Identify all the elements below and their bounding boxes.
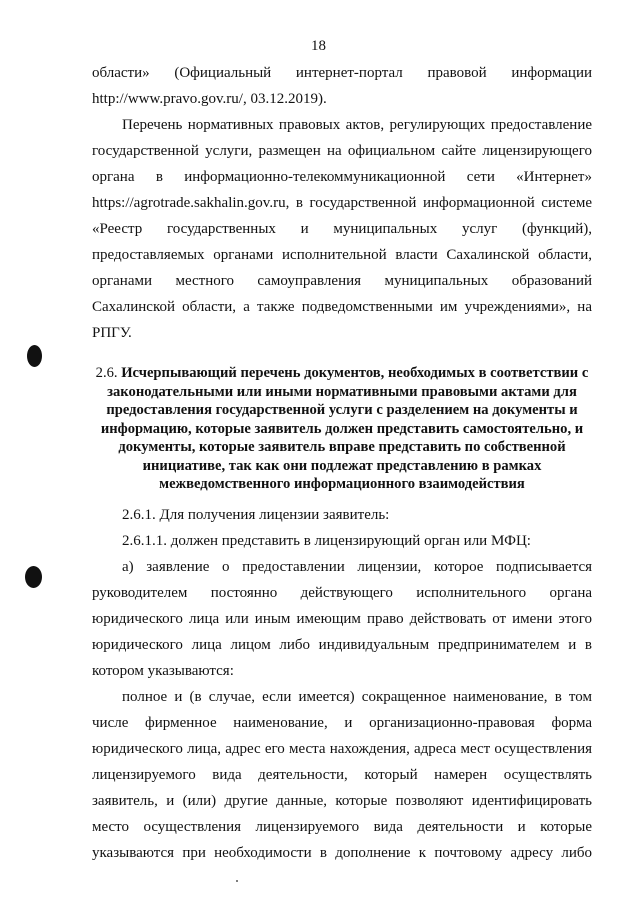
paragraph-continuation: области» (Официальный интернет-портал правовой информации http://www.pravo.gov.ru/, 03.12.2019). <box>92 65 592 107</box>
paragraph-legal-acts: Перечень нормативных правовых актов, регулирующих предоставление государственной услуги, размещен на официальном сайте лицензирующего органа в информационно-телекоммуникационной сети «Интернет» https://agrotrade.sakhalin.gov.ru, в государственной информационной системе «Реестр государственных и муниципальных услуг (функций), предоставляемых органами исполнительной власти Сахалинской области, органами местного самоуправления муниципальных образований Сахалинской области, а также подведомственными им учреждениями», на РПГУ. <box>92 117 592 341</box>
document-body <box>92 60 592 866</box>
clause-full-name: полное и (в случае, если имеется) сокращенное наименование, в том числе фирменное наименование, и организационно-правовая форма юридического лица, адрес его места нахождения, адреса мест осуществления лицензируемого вида деятельности, который намерен осуществлять заявитель, и (или) другие данные, которые позволяют идентифицировать место осуществления лицензируемого вида деятельности и которые указываются при необходимости в дополнение к почтовому адресу либо <box>92 688 592 861</box>
scan-speck <box>236 880 238 882</box>
page-number: 18 <box>311 38 326 54</box>
clause-application: а) заявление о предоставлении лицензии, которое подписывается руководителем постоянно действующего исполнительного органа юридического лица или иным имеющим право действовать от имени этого юридического лица лицом либо индивидуальным предпринимателем и в котором указываются: <box>92 558 592 679</box>
section-number: 2.6. <box>95 365 118 381</box>
section-heading <box>92 364 592 494</box>
clause-2-6-1: 2.6.1. Для получения лицензии заявитель: <box>122 506 390 523</box>
punch-hole-mark <box>25 566 42 588</box>
section-title: Исчерпывающий перечень документов, необходимых в соответствии с законодательными или иными нормативными правовыми актами для предоставления государственной услуги с разделением на документы и информацию, которые заявитель должен представить самостоятельно, и документы, которые заявитель вправе представить по собственной инициативе, так как они подлежат представлению в рамках межведомственного информационного взаимодействия <box>100 365 589 492</box>
punch-hole-mark <box>27 345 42 367</box>
clause-2-6-1-1: 2.6.1.1. должен представить в лицензирующий орган или МФЦ: <box>122 532 531 549</box>
